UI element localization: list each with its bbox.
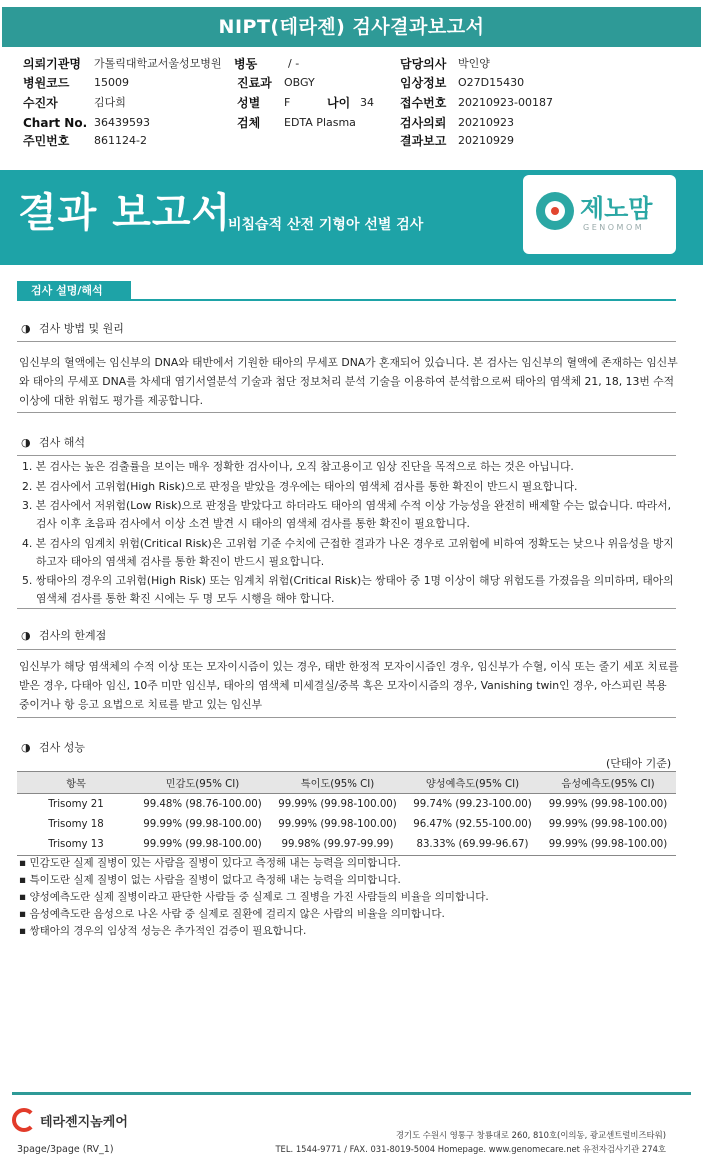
label-resident-no: 주민번호 <box>23 134 70 148</box>
label-clinical-info: 임상정보 <box>400 76 447 90</box>
table-header-row <box>17 772 676 794</box>
list-item: 1. 본 검사는 높은 검출률을 보이는 매우 정확한 검사이나, 오직 참고용이고 임상 진단을 목적으로 하는 것은 아닙니다. <box>22 460 574 473</box>
label-accession: 접수번호 <box>400 96 447 110</box>
result-banner <box>0 170 703 265</box>
footer-divider <box>12 1092 691 1095</box>
banner-title: 결과 보고서 <box>18 190 232 236</box>
col-header: 항목 <box>17 772 135 794</box>
report-title: NIPT(테라젠) 검사결과보고서 <box>2 7 701 47</box>
label-chart-no: Chart No. <box>23 116 88 130</box>
section-divider <box>17 299 676 301</box>
label-specimen: 검체 <box>237 116 261 130</box>
logo-text: 제노맘 <box>580 194 653 223</box>
table-row <box>17 835 676 856</box>
info-row <box>0 94 703 112</box>
label-patient: 수진자 <box>23 96 58 110</box>
method-heading: ◑ 검사 방법 및 원리 <box>21 322 124 335</box>
value-age: 34 <box>360 96 374 109</box>
label-institution: 의뢰기관명 <box>23 57 81 71</box>
company-name: 테라젠지놈케어 <box>40 1114 128 1130</box>
info-row <box>0 55 703 73</box>
col-header: 특이도(95% CI) <box>270 772 405 794</box>
divider <box>17 608 676 609</box>
page-number: 3page/3page (RV_1) <box>17 1144 114 1155</box>
label-department: 진료과 <box>237 76 272 90</box>
value-report-date: 20210929 <box>458 134 514 147</box>
label-doctor: 담당의사 <box>400 57 447 71</box>
value-patient: 김다희 <box>94 96 126 109</box>
performance-table <box>17 771 676 856</box>
half-circle-icon: ◑ <box>21 436 31 449</box>
col-header: 민감도(95% CI) <box>135 772 270 794</box>
contact-line: TEL. 1544-9771 / FAX. 031-8019-5004 Homepage. www.genomecare.net 유전자검사기관 274호 <box>275 1144 666 1154</box>
list-item: 4. 본 검사의 임계치 위험(Critical Risk)은 고위험 기준 수치에 근접한 결과가 나온 경우로 고위험에 비하여 정확도는 낮으나 위음성을 방지하고자 태아의 염색체 검사를 통한 확진이 반드시 필요합니다. <box>22 536 674 568</box>
table-cell: 99.99% (99.98-100.00) <box>548 798 668 810</box>
company-address <box>275 1128 666 1156</box>
list-item: 2. 본 검사에서 고위험(High Risk)으로 판정을 받았을 경우에는 태아의 염색체 검사를 통한 확진이 반드시 필요합니다. <box>22 479 578 493</box>
note-item: ▪ 양성예측도란 실제 질병이라고 판단한 사람들 중 실제로 그 질병을 가진 사람들의 비율을 의미합니다. <box>19 891 489 903</box>
info-row <box>0 114 703 132</box>
label-request-date: 검사의뢰 <box>400 116 447 130</box>
table-cell: Trisomy 21 <box>48 798 104 810</box>
banner-subtitle: 비침습적 산전 기형아 선별 검사 <box>228 217 424 233</box>
value-ward: / - <box>288 57 300 70</box>
label-sex: 성별 <box>237 96 261 110</box>
info-row <box>0 74 703 92</box>
genomom-mark-icon <box>536 192 574 230</box>
note-item: ▪ 쌍태아의 경우의 임상적 성능은 추가적인 검증이 필요합니다. <box>19 925 307 937</box>
value-specimen: EDTA Plasma <box>284 116 356 129</box>
divider <box>17 412 676 413</box>
limitations-text: 임신부가 해당 염색체의 수적 이상 또는 모자이시즘이 있는 경우, 태반 한정적 모자이시즘인 경우, 임신부가 수혈, 이식 또는 줄기 세포 치료를 받은 경우, 다태아 임신, 10주 미만 임신부, 태아의 염색체 미세결실/중복 혹은 모자이시즘의 경우, Vanishing twin인 경우, 아스피린 복용 중이거나 항 응고 요법으로 치료를 받고 있는 임신부 <box>19 660 679 711</box>
value-sex: F <box>284 96 291 109</box>
col-header: 음성예측도(95% CI) <box>540 772 676 794</box>
value-hospital-code: 15009 <box>94 76 129 89</box>
patient-info <box>0 55 703 150</box>
table-cell: 99.74% (99.23-100.00) <box>413 798 532 810</box>
limitations-heading: ◑ 검사의 한계점 <box>21 629 107 642</box>
value-department: OBGY <box>284 76 315 89</box>
table-cell: 99.48% (98.76-100.00) <box>143 798 262 810</box>
note-item: ▪ 음성예측도란 음성으로 나온 사람 중 실제로 질환에 걸리지 않은 사람의 비율을 의미합니다. <box>19 908 445 920</box>
table-cell: Trisomy 18 <box>48 818 104 830</box>
table-cell: 99.98% (99.97-99.99) <box>270 835 405 856</box>
value-institution: 가톨릭대학교서울성모병원 <box>94 57 222 70</box>
note-item: ▪ 민감도란 실제 질병이 있는 사람을 질병이 있다고 측정해 내는 능력을 의미합니다. <box>19 857 401 869</box>
table-row <box>17 814 676 835</box>
table-row <box>17 794 676 815</box>
table-cell: 99.99% (99.98-100.00) <box>540 835 676 856</box>
performance-notes <box>19 855 679 940</box>
info-row <box>0 132 703 150</box>
col-header: 양성예측도(95% CI) <box>405 772 540 794</box>
half-circle-icon: ◑ <box>21 322 31 335</box>
note-item: ▪ 특이도란 실제 질병이 없는 사람을 질병이 없다고 측정해 내는 능력을 의미합니다. <box>19 874 401 886</box>
half-circle-icon: ◑ <box>21 741 31 754</box>
g-logo-icon <box>12 1108 36 1132</box>
value-resident-no: 861124-2 <box>94 134 147 147</box>
logo-en: GENOMOM <box>583 223 645 232</box>
divider <box>17 455 676 456</box>
label-ward: 병동 <box>234 57 258 71</box>
interpretation-list <box>22 458 682 610</box>
method-text: 임신부의 혈액에는 임신부의 DNA와 태반에서 기원한 태아의 무세포 DNA가 혼재되어 있습니다. 본 검사는 임신부의 혈액에 존재하는 임신부와 태아의 무세포 DNA를 차세대 염기서열분석 기술과 첨단 정보처리 분석 기술을 이용하여 분석함으로써 태아의 염색체 21, 18, 13번 수적 이상에 대한 위험도 평가를 제공합니다. <box>19 356 678 407</box>
table-cell: 99.99% (99.98-100.00) <box>278 798 397 810</box>
table-cell: 83.33% (69.99-96.67) <box>405 835 540 856</box>
value-doctor: 박인양 <box>458 57 490 70</box>
value-request-date: 20210923 <box>458 116 514 129</box>
section-tab: 검사 설명/해석 <box>17 281 131 300</box>
label-age: 나이 <box>327 96 351 110</box>
table-cell: 99.99% (99.98-100.00) <box>278 818 397 830</box>
divider <box>17 649 676 650</box>
divider <box>17 717 676 718</box>
divider <box>17 341 676 342</box>
address-line: 경기도 수원시 영통구 창룡대로 260, 810호(이의동, 광교센트럴비즈타워) <box>395 1130 666 1140</box>
genomom-logo <box>523 175 676 254</box>
table-cell: 99.99% (99.98-100.00) <box>548 818 668 830</box>
performance-heading: ◑ 검사 성능 <box>21 741 86 754</box>
table-cell: Trisomy 13 <box>17 835 135 856</box>
table-cell: 99.99% (99.98-100.00) <box>135 835 270 856</box>
interpretation-heading: ◑ 검사 해석 <box>21 436 86 449</box>
table-cell: 96.47% (92.55-100.00) <box>413 818 532 830</box>
unit-note: (단태아 기준) <box>606 757 672 770</box>
label-hospital-code: 병원코드 <box>23 76 70 90</box>
value-accession: 20210923-00187 <box>458 96 553 109</box>
company-logo <box>12 1108 128 1132</box>
list-item: 5. 쌍태아의 경우의 고위험(High Risk) 또는 임계치 위험(Critical Risk)는 쌍태아 중 1명 이상이 해당 위험도를 가졌음을 의미하며, 태아의 염색체 검사를 통한 확진 시에는 두 명 모두 시행을 해야 합니다. <box>22 574 674 605</box>
value-chart-no: 36439593 <box>94 116 150 129</box>
half-circle-icon: ◑ <box>21 629 31 642</box>
table-cell: 99.99% (99.98-100.00) <box>143 818 262 830</box>
label-report-date: 결과보고 <box>400 134 447 148</box>
value-clinical-info: O27D15430 <box>458 76 525 89</box>
list-item: 3. 본 검사에서 저위험(Low Risk)으로 판정을 받았다고 하더라도 태아의 염색체 수적 이상 가능성을 완전히 배제할 수는 없습니다. 따라서, 검사 이후 초음파 검사에서 이상 소견 발견 시 태아의 염색체 검사를 통한 확진이 필요합니다. <box>22 499 672 530</box>
